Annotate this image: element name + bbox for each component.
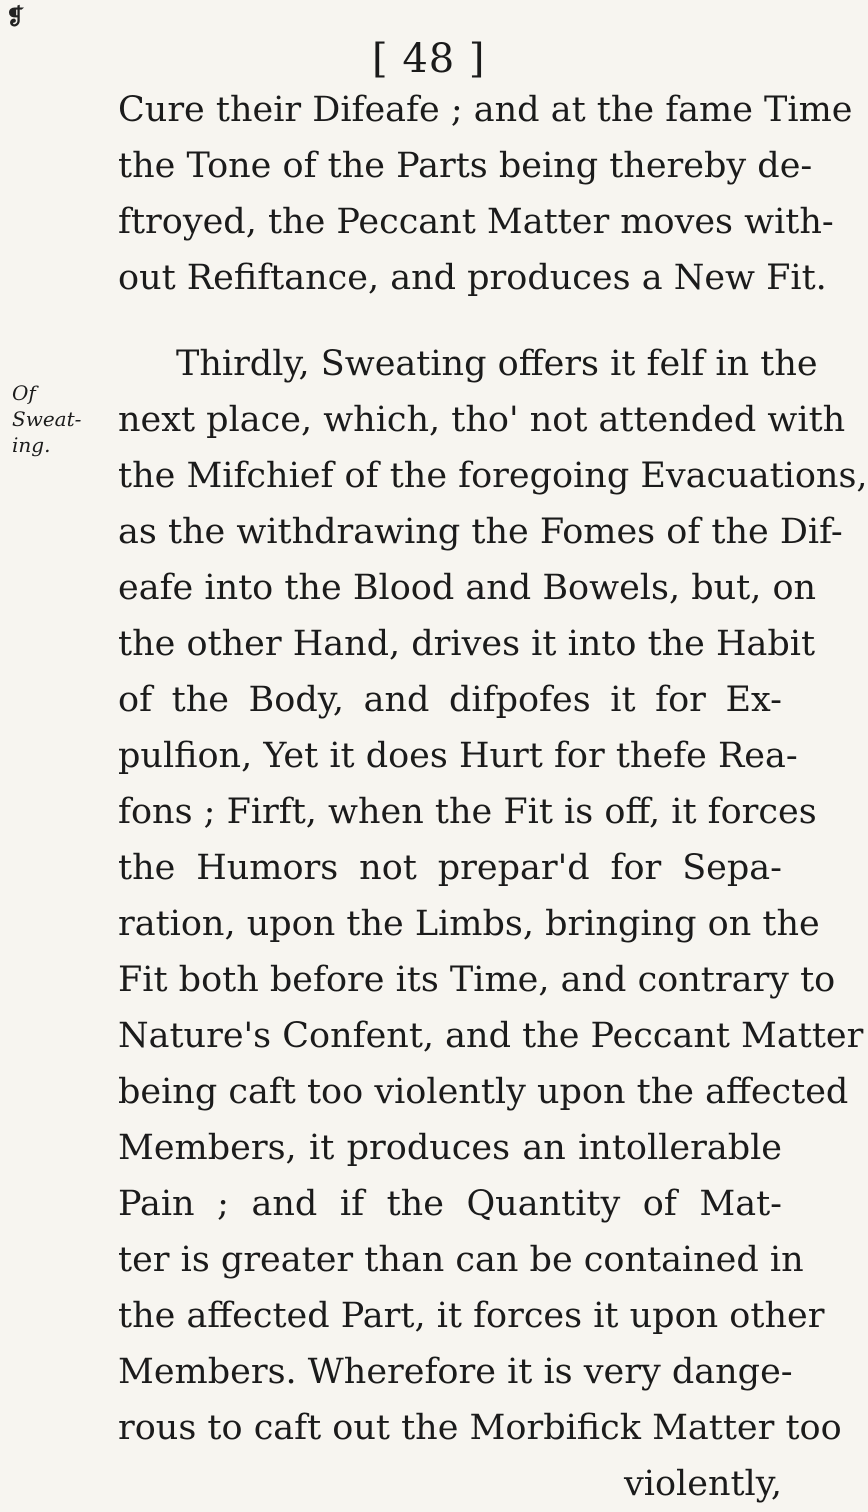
margin-note — [12, 380, 92, 458]
text-line: ter is greater than can be contained in — [118, 1240, 804, 1280]
corner-mark: ❡ — [6, 4, 25, 30]
text-line: the affected Part, it forces it upon other — [118, 1296, 825, 1336]
body-text — [118, 82, 868, 1512]
text-line: rous to caft out the Morbifick Matter too — [118, 1408, 842, 1448]
text-line: eafe into the Blood and Bowels, but, on — [118, 568, 817, 608]
text-line: out Refiftance, and produces a New Fit. — [118, 258, 827, 298]
text-line: Pain ; and if the Quantity of Mat- — [118, 1184, 782, 1224]
page-number: [ 48 ] — [372, 36, 486, 82]
text-line: Fit both before its Time, and contrary to — [118, 960, 836, 1000]
paragraph-2 — [118, 336, 868, 1512]
margin-note-line: ing. — [12, 433, 51, 457]
text-line: pulfion, Yet it does Hurt for thefe Rea- — [118, 736, 798, 776]
text-line: fons ; Firft, when the Fit is off, it forces — [118, 792, 817, 832]
text-line: Nature's Confent, and the Peccant Matter — [118, 1016, 864, 1056]
text-line: Thirdly, Sweating offers it felf in the — [176, 344, 818, 384]
text-line: the Tone of the Parts being thereby de- — [118, 146, 813, 186]
text-line: the other Hand, drives it into the Habit — [118, 624, 816, 664]
text-line: Cure their Difeafe ; and at the fame Time — [118, 90, 853, 130]
text-line: of the Body, and difpofes it for Ex- — [118, 680, 782, 720]
text-line: ration, upon the Limbs, bringing on the — [118, 904, 820, 944]
text-line: being caft too violently upon the affected — [118, 1072, 849, 1112]
text-line: violently, — [624, 1464, 782, 1504]
text-line: ftroyed, the Peccant Matter moves with- — [118, 202, 834, 242]
text-line: the Mifchief of the foregoing Evacuations, — [118, 456, 868, 496]
text-line: Members, it produces an intollerable — [118, 1128, 782, 1168]
text-line: Members. Wherefore it is very dange- — [118, 1352, 793, 1392]
text-line: as the withdrawing the Fomes of the Dif- — [118, 512, 843, 552]
text-line: next place, which, tho' not attended with — [118, 400, 846, 440]
margin-note-line: Of Sweat- — [12, 381, 82, 431]
text-line: the Humors not prepar'd for Sepa- — [118, 848, 782, 888]
paragraph-1 — [118, 82, 853, 306]
